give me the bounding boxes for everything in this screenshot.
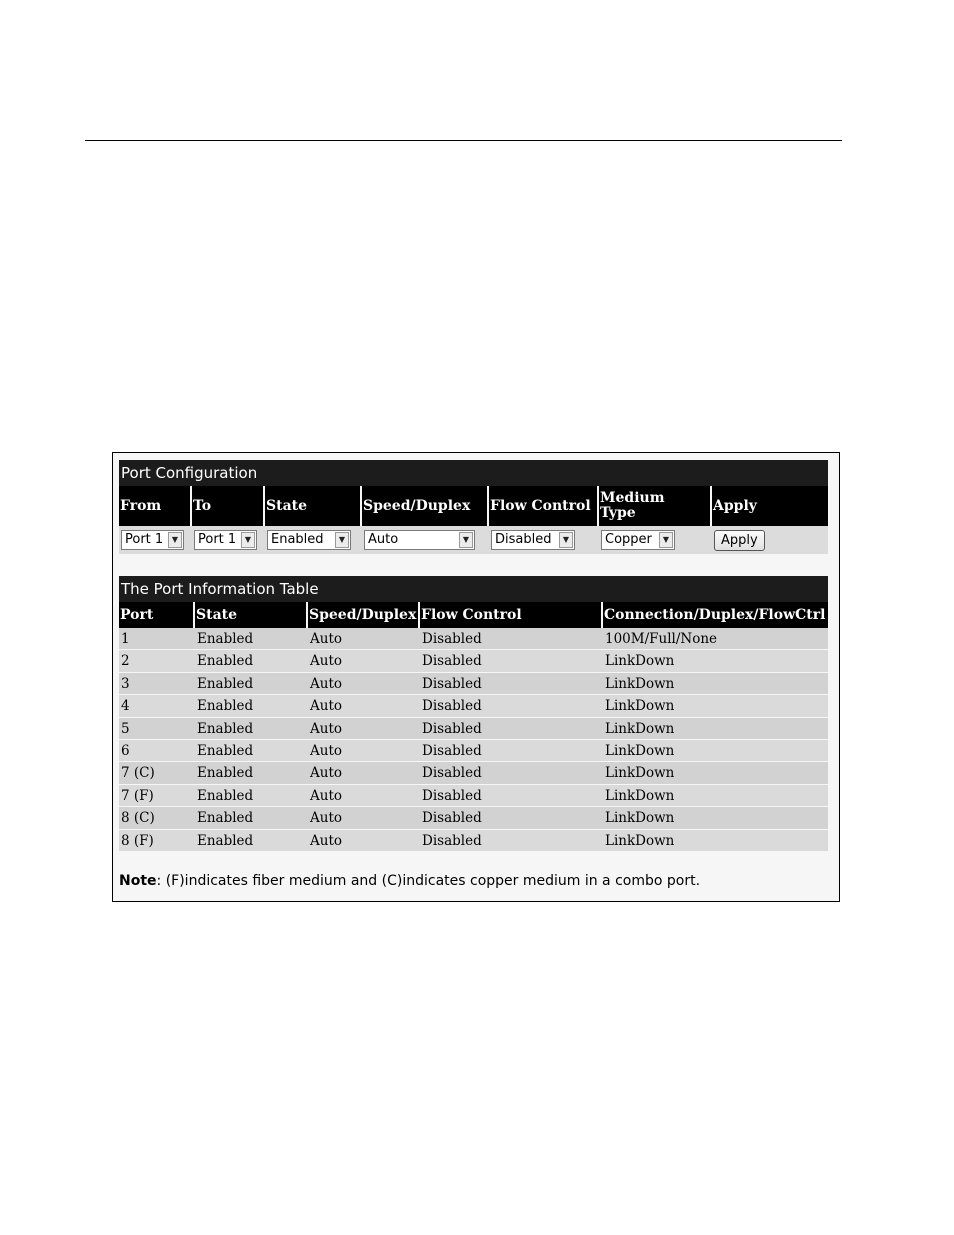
cell-flow-control: Disabled [422,698,482,715]
speed-duplex-value: Auto [368,532,399,547]
cell-state: Enabled [197,675,254,692]
cell-flow-control: Disabled [422,810,482,827]
cell-speed-duplex: Auto [310,742,342,759]
table-row [119,695,828,717]
apply-cell [712,526,828,554]
table-row [119,718,828,740]
apply-button[interactable]: Apply [714,530,765,551]
cell-flow-control: Disabled [422,631,482,647]
cell-port: 8 (F) [121,832,154,849]
port-configuration-header-row [119,486,828,526]
cell-connection: LinkDown [605,810,675,827]
table-row [119,740,828,762]
note-text: : (F)indicates fiber medium and (C)indicates copper medium in a combo port. [156,873,701,889]
header-connection: Connection/Duplex/FlowCtrl [604,607,826,623]
table-row [119,673,828,695]
cell-speed-duplex: Auto [310,787,342,804]
cell-connection: LinkDown [605,787,675,804]
flow-control-select[interactable] [491,530,575,550]
cell-state: Enabled [197,653,254,670]
table-row [119,830,828,852]
port-configuration-controls-row [119,526,828,554]
note-label: Note [119,873,157,889]
header-port: Port [119,602,195,628]
cell-connection: LinkDown [605,742,675,759]
cell-flow-control: Disabled [422,787,482,804]
cell-state: Enabled [197,810,254,827]
header-medium-type-line2: Type [600,505,636,521]
header-info-flow-control: Flow Control [420,602,603,628]
header-from: From [119,486,192,526]
medium-type-select[interactable] [601,530,675,550]
header-to: To [192,486,265,526]
header-state: State [265,486,362,526]
table-row [119,650,828,672]
cell-speed-duplex: Auto [310,653,342,670]
cell-state: Enabled [197,631,254,647]
from-cell [119,526,192,554]
header-medium-type [599,486,712,526]
cell-speed-duplex: Auto [310,765,342,782]
cell-flow-control: Disabled [422,832,482,849]
cell-connection: LinkDown [605,720,675,737]
cell-speed-duplex: Auto [310,810,342,827]
chevron-down-icon[interactable]: ▼ [459,532,473,548]
medium-type-value: Copper [605,532,652,547]
from-port-select[interactable] [121,530,184,550]
to-cell [192,526,265,554]
state-cell [265,526,362,554]
cell-connection: LinkDown [605,653,675,670]
medium-type-cell [599,526,712,554]
table-row [119,628,828,650]
cell-state: Enabled [197,832,254,849]
speed-duplex-select[interactable] [364,530,475,550]
cell-speed-duplex: Auto [310,832,342,849]
cell-state: Enabled [197,765,254,782]
cell-speed-duplex: Auto [310,675,342,692]
flow-control-value: Disabled [495,532,552,547]
cell-connection: 100M/Full/None [605,631,718,647]
cell-port: 3 [121,675,130,692]
cell-speed-duplex: Auto [310,698,342,715]
table-row [119,762,828,784]
cell-state: Enabled [197,720,254,737]
header-flow-control: Flow Control [489,486,599,526]
header-info-speed-duplex: Speed/Duplex [308,602,420,628]
chevron-down-icon[interactable]: ▼ [168,532,182,548]
to-port-select[interactable] [194,530,257,550]
cell-port: 7 (C) [121,765,155,782]
port-configuration-title: Port Configuration [119,460,828,486]
cell-flow-control: Disabled [422,765,482,782]
port-information-rows [119,628,828,852]
cell-connection: LinkDown [605,765,675,782]
cell-port: 7 (F) [121,787,154,804]
cell-flow-control: Disabled [422,675,482,692]
flow-control-cell [489,526,599,554]
port-information-header-row [119,602,828,628]
to-port-value: Port 1 [198,532,237,547]
cell-flow-control: Disabled [422,742,482,759]
cell-port: 6 [121,742,130,759]
chevron-down-icon[interactable]: ▼ [241,532,255,548]
cell-port: 4 [121,698,130,715]
chevron-down-icon[interactable]: ▼ [659,532,673,548]
cell-speed-duplex: Auto [310,631,342,647]
chevron-down-icon[interactable]: ▼ [559,532,573,548]
from-port-value: Port 1 [125,532,164,547]
header-info-state: State [195,602,308,628]
cell-connection: LinkDown [605,832,675,849]
cell-state: Enabled [197,742,254,759]
cell-connection: LinkDown [605,675,675,692]
top-horizontal-rule [85,140,842,141]
cell-port: 5 [121,720,130,737]
cell-port: 1 [121,631,130,647]
port-information-panel [119,576,828,852]
cell-flow-control: Disabled [422,720,482,737]
cell-state: Enabled [197,787,254,804]
header-apply: Apply [713,497,757,514]
table-row [119,807,828,829]
cell-port: 8 (C) [121,810,155,827]
header-speed-duplex: Speed/Duplex [362,486,489,526]
cell-speed-duplex: Auto [310,720,342,737]
cell-port: 2 [121,653,130,670]
cell-state: Enabled [197,698,254,715]
speed-duplex-cell [362,526,489,554]
table-row [119,785,828,807]
cell-connection: LinkDown [605,698,675,715]
cell-flow-control: Disabled [422,653,482,670]
port-information-title: The Port Information Table [119,576,828,602]
state-select[interactable] [267,530,351,550]
port-configuration-panel [119,460,828,554]
chevron-down-icon[interactable]: ▼ [335,532,349,548]
footnote [119,873,700,889]
state-value: Enabled [271,532,324,547]
header-medium-type-line1: Medium [600,490,665,506]
